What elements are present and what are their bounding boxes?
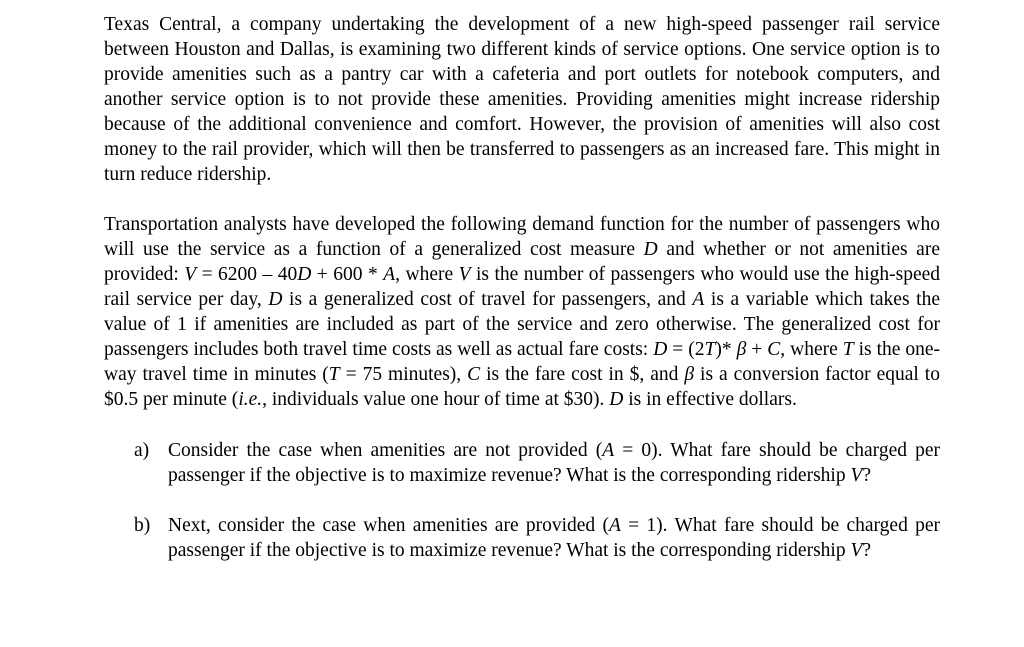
intro-paragraph: Texas Central, a company undertaking the development of a new high-speed passenger rail service between Houston and Dallas, is examining two different kinds of service options. One service option is to provide amenities such as a pantry car with a cafeteria and port outlets for notebook computers, and another service option is to not provide these amenities. Providing amenities might increase ridership because of the additional convenience and comfort. However, the provision of amenities will also cost money to the rail provider, which will then be transferred to passengers as an increased fare. This might in turn reduce ridership.: [104, 14, 940, 185]
text-run: and whether or not amenities are provided:: [104, 239, 940, 285]
text-run: is the one-way travel time in minutes (: [104, 339, 941, 385]
variable-beta: β: [736, 339, 747, 360]
variable-D: D: [653, 339, 668, 360]
question-a: [134, 438, 940, 488]
variable-C: C: [767, 339, 781, 360]
variable-D: D: [609, 389, 624, 410]
demand-function-paragraph: [104, 212, 940, 412]
text-run: = 6200 – 40: [196, 264, 298, 285]
text-run: is a generalized cost of travel for passengers, and: [282, 289, 693, 310]
text-run: = 1). What fare should be charged per passenger if the objective is to maximize revenue? What is the corresponding ridership: [168, 515, 940, 561]
text-run: , individuals value one hour of time at $30).: [262, 389, 610, 410]
variable-D: D: [268, 289, 283, 310]
text-run: is the number of passengers who would use the high-speed rail service per day,: [104, 264, 941, 310]
text-run: is a conversion factor equal to $0.5 per minute (: [104, 364, 940, 410]
variable-C: C: [467, 364, 481, 385]
variable-A: A: [383, 264, 396, 285]
text-run: Transportation analysts have developed the following demand function for the number of passengers who will use the service as a function of a generalized cost measure: [104, 214, 940, 260]
variable-A: A: [608, 515, 621, 536]
question-label: a): [134, 440, 150, 461]
variable-A: A: [602, 440, 615, 461]
text-run: )*: [715, 339, 737, 360]
variable-V: V: [850, 465, 863, 486]
variable-V: V: [850, 540, 863, 561]
variable-D: D: [297, 264, 312, 285]
abbreviation-ie: i.e.: [238, 389, 263, 410]
document-page: [104, 12, 940, 563]
paragraph-spacer: [104, 412, 940, 438]
variable-T: T: [704, 339, 716, 360]
variable-V: V: [184, 264, 197, 285]
text-run: Consider the case when amenities are not provided (: [168, 440, 603, 461]
text-run: is a variable which takes the value of 1 if amenities are included as part of the service and zero otherwise. The generalized cost for passengers includes both travel time costs as well as actual fare costs:: [104, 289, 940, 360]
text-run: ?: [862, 540, 872, 561]
question-b: [134, 513, 940, 563]
text-run: = 75 minutes),: [339, 364, 468, 385]
question-text: [168, 438, 940, 488]
question-label: b): [134, 515, 151, 536]
text-run: , where: [395, 264, 459, 285]
text-run: = (2: [667, 339, 705, 360]
variable-D: D: [643, 239, 658, 260]
text-run: +: [746, 339, 768, 360]
variable-A: A: [692, 289, 705, 310]
question-text: [168, 513, 940, 563]
text-run: , where: [780, 339, 843, 360]
variable-T: T: [842, 339, 854, 360]
text-run: = 0). What fare should be charged per passenger if the objective is to maximize revenue? What is the corresponding ridership: [168, 440, 940, 486]
variable-V: V: [458, 264, 471, 285]
variable-beta: β: [684, 364, 695, 385]
paragraph-spacer: [104, 187, 940, 212]
text-run: + 600 *: [311, 264, 384, 285]
text-run: Next, consider the case when amenities are provided (: [168, 515, 609, 536]
paragraph-spacer: [104, 488, 940, 513]
text-run: is in effective dollars.: [623, 389, 797, 410]
text-run: is the fare cost in $, and: [480, 364, 685, 385]
text-run: ?: [862, 465, 872, 486]
variable-T: T: [328, 364, 340, 385]
